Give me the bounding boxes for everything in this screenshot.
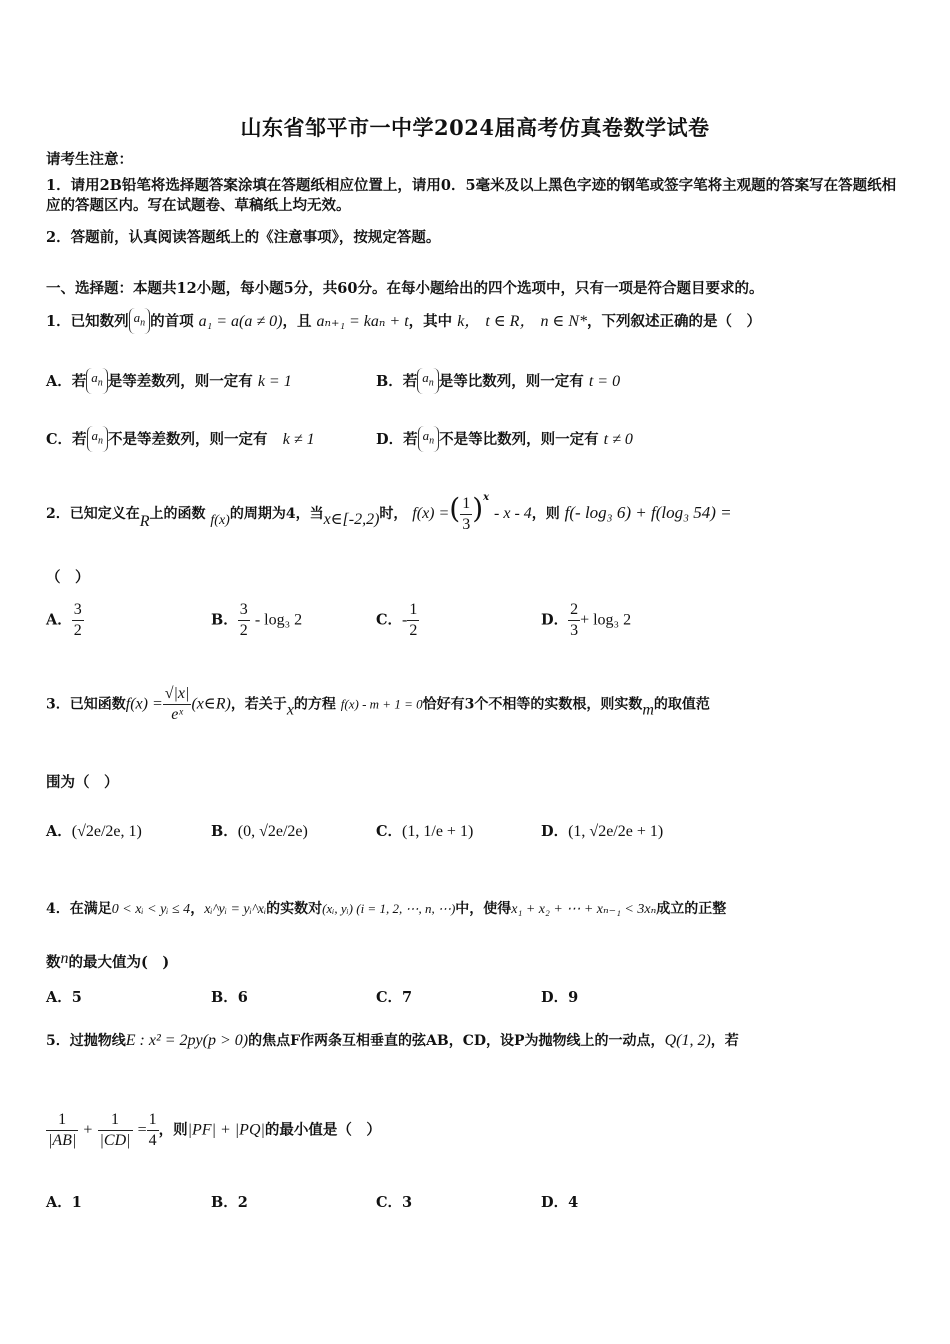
q1-math: k， — [457, 313, 481, 330]
q1-option-d[interactable]: D．若 $a_n$ 不是等比数列，则一定有 t ≠ 0 — [376, 426, 633, 452]
q1-text: 1．已知数列 — [46, 313, 129, 330]
q1-text: ，其中 — [408, 313, 453, 330]
q1-option-a[interactable]: A．若 $a_n$ 是等差数列，则一定有 k = 1 — [46, 368, 292, 394]
q5-option-a[interactable]: A．1 — [46, 1194, 82, 1211]
q3-option-b[interactable]: B．(0, √2e/2e) — [211, 823, 308, 840]
question-4-stem-cont: 数n的最大值为( ) — [46, 950, 170, 971]
page-title: 山东省邹平市一中学2024届高考仿真卷数学试卷 — [240, 115, 710, 140]
q1-math: aₙ₊₁ = kaₙ + t — [316, 313, 409, 330]
notice-heading: 请考生注意： — [46, 151, 133, 168]
question-3-stem-cont: 围为（ ） — [46, 774, 119, 791]
q1-math: a₁ = a(a ≠ 0) — [198, 313, 283, 330]
q4-option-a[interactable]: A．5 — [46, 989, 82, 1006]
q1-text: 的首项 — [150, 313, 194, 330]
q2-option-b[interactable]: B． $\frac{3}{2}$ - log₃ 2 — [211, 601, 303, 639]
q1-math: n ∈ N* — [540, 313, 588, 330]
q4-option-d[interactable]: D．9 — [541, 989, 579, 1006]
q2-option-c[interactable]: C．- $\frac{1}{2}$ — [376, 601, 418, 639]
notice-item-2: 2．答题前，认真阅读答题纸上的《注意事项》，按规定答题。 — [46, 229, 441, 246]
sequence-math: $a_n$ — [129, 308, 151, 334]
q3-option-d[interactable]: D．(1, √2e/2e + 1) — [541, 823, 664, 840]
q5-option-d[interactable]: D．4 — [541, 1194, 579, 1211]
q1-option-c[interactable]: C．若 $a_n$ 不是等差数列，则一定有 k ≠ 1 — [46, 426, 315, 452]
q3-option-c[interactable]: C．(1, 1/e + 1) — [376, 823, 474, 840]
q5-option-c[interactable]: C．3 — [376, 1194, 413, 1211]
q2-option-a[interactable]: A． $\frac{3}{2}$ — [46, 601, 82, 639]
question-1-stem — [46, 308, 761, 334]
q1-math: t ∈ R， — [485, 313, 536, 330]
notice-item-1: 1．请用2B铅笔将选择题答案涂填在答题纸相应位置上，请用0．5毫米及以上黑色字迹的钢笔或签字笔将主观题的答案写在答题纸相应的答题区内。写在试题卷、草稿纸上均无效。 — [46, 177, 897, 214]
question-4-stem: 4．在满足0 < xᵢ < yᵢ ≤ 4，xᵢ^yᵢ = yᵢ^xᵢ的实数对(xᵢ, yᵢ) (i = 1, 2, ⋯, n, ⋯)中，使得x₁ + x₂ + ⋯ + xₙ₋₁ < 3xₙ成立的正整 — [46, 901, 727, 917]
q4-option-c[interactable]: C．7 — [376, 989, 413, 1006]
question-5-stem: 5．过抛物线E : x² = 2py(p > 0)的焦点F作两条互相垂直的弦AB，CD，设P为抛物线上的一动点，Q(1, 2)，若 — [46, 1032, 739, 1049]
q5-option-b[interactable]: B．2 — [211, 1194, 248, 1211]
q4-option-b[interactable]: B．6 — [211, 989, 248, 1006]
q1-text: ，下列叙述正确的是（ ） — [587, 313, 762, 330]
question-5-condition: $\frac{1}{|AB|}$ + $\frac{1}{|CD|}$ = $\frac{1}{4}$ ，则|PF| + |PQ|的最小值是（ ） — [48, 1111, 381, 1149]
q3-option-a[interactable]: A．(√2e/2e, 1) — [46, 823, 142, 840]
section-heading: 一、选择题：本题共12小题，每小题5分，共60分。在每小题给出的四个选项中，只有一项是符合题目要求的。 — [46, 280, 764, 297]
question-2-stem: 2．已知定义在R上的函数 f(x)的周期为4，当x∈[-2,2)时， f(x) =( $\frac{1}{3}$ )$^x$ - x - 4，则 f(- log₃ 6) + f(log₃ 54) = — [46, 492, 732, 533]
q2-option-d[interactable]: D． $\frac{2}{3}$ + log₃ 2 — [541, 601, 632, 639]
q1-text: ，且 — [282, 313, 312, 330]
question-2-paren: （ ） — [46, 569, 90, 586]
question-3-stem: 3．已知函数f(x) = $\frac{√|x|}{\text{eˣ}}$ (x∈R)，若关于x的方程 f(x) - m + 1 = 0恰好有3个不相等的实数根，则实数m的取值范 — [46, 685, 710, 723]
q1-option-b[interactable]: B．若 $a_n$ 是等比数列，则一定有 t = 0 — [376, 368, 620, 394]
